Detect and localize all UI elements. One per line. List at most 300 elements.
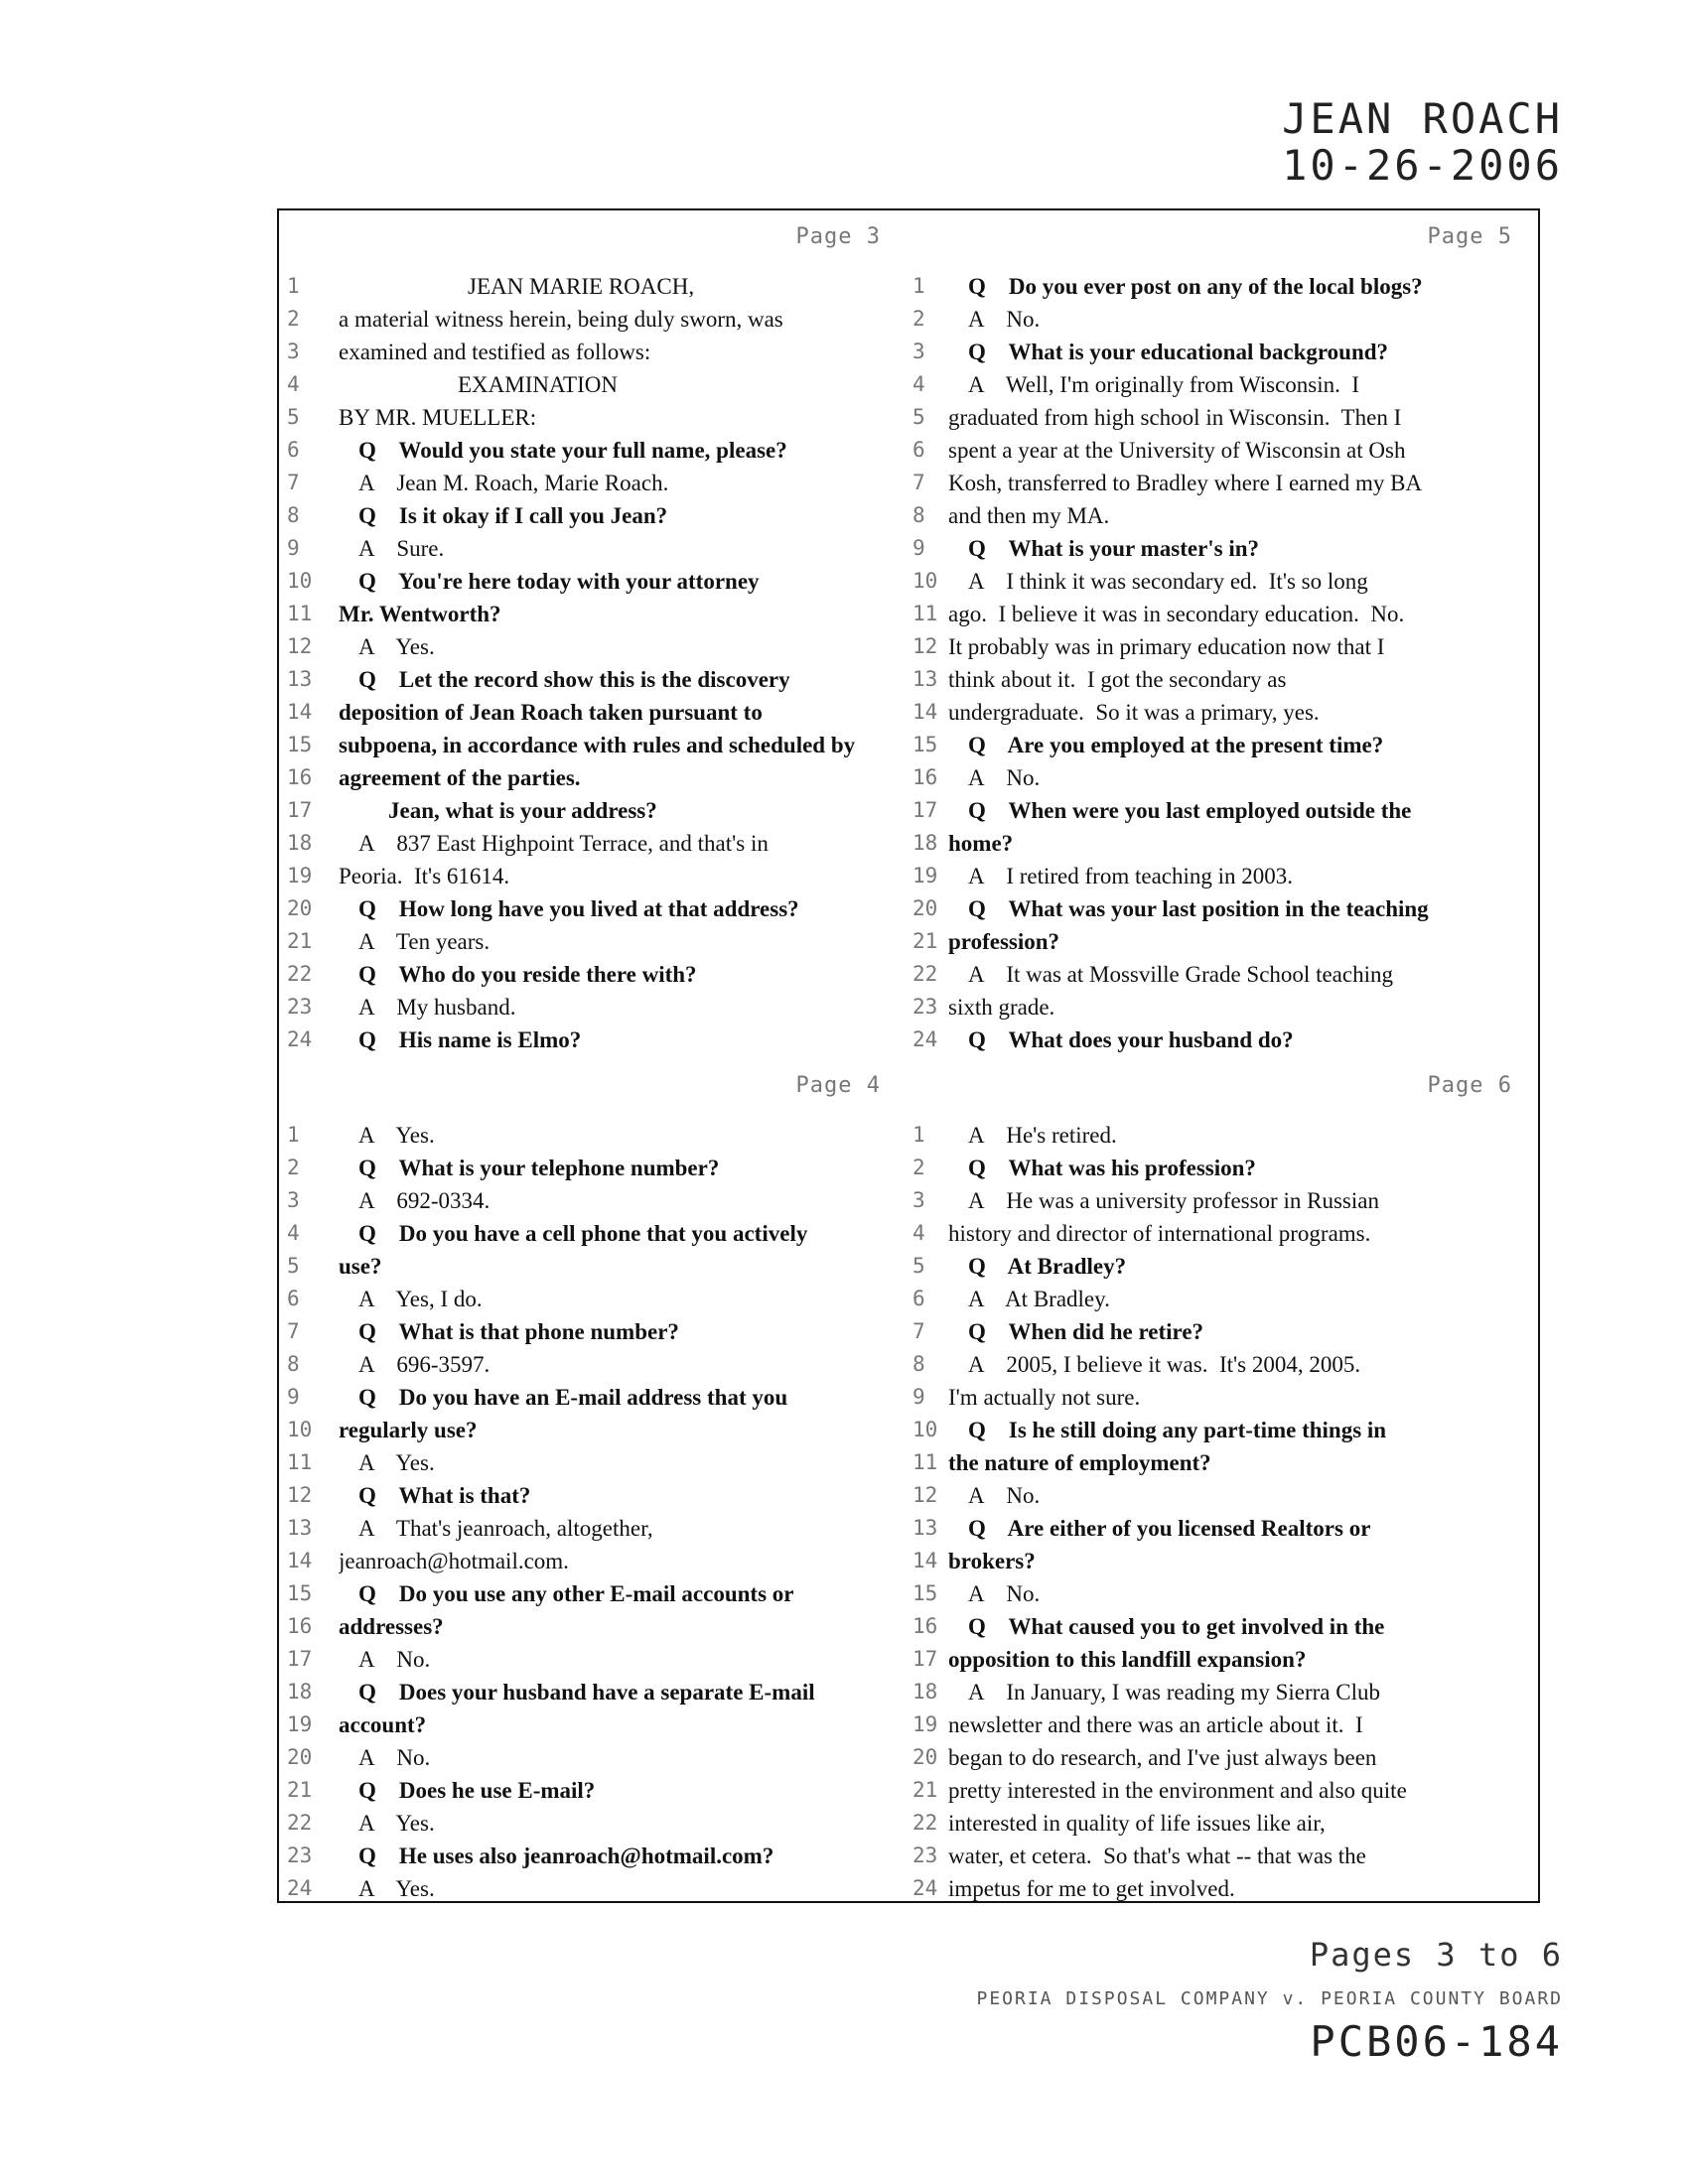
line-text: Q Does your husband have a separate E-mail — [358, 1680, 815, 1705]
line-text: A No. — [358, 1647, 431, 1672]
line-text: Q What does your husband do? — [968, 1027, 1294, 1052]
line-number: 9 — [287, 1385, 300, 1409]
line-number: 21 — [912, 1778, 938, 1802]
transcript-line — [279, 991, 909, 1024]
line-number: 19 — [287, 864, 313, 887]
transcript-line — [911, 1676, 1540, 1708]
case-title: PEORIA DISPOSAL COMPANY v. PEORIA COUNTY BOARD — [976, 1988, 1563, 2009]
line-text: Q Do you have an E-mail address that you — [358, 1385, 788, 1410]
line-text: account? — [339, 1712, 427, 1737]
line-number: 10 — [287, 1418, 313, 1441]
line-number: 12 — [287, 1483, 313, 1507]
pages-range: Pages 3 to 6 — [1309, 1936, 1563, 1974]
line-text: Q He uses also jeanroach@hotmail.com? — [358, 1843, 774, 1868]
transcript-line — [911, 1152, 1540, 1184]
line-number: 21 — [287, 1778, 313, 1802]
transcript-line — [911, 1348, 1540, 1381]
line-number: 14 — [912, 700, 938, 724]
line-number: 14 — [287, 1549, 313, 1572]
line-number: 4 — [912, 1221, 925, 1245]
line-text: EXAMINATION — [458, 372, 618, 397]
line-text: Q Do you have a cell phone that you actively — [358, 1221, 808, 1246]
transcript-line — [911, 1807, 1540, 1840]
transcript-line — [911, 1283, 1540, 1315]
line-text: the nature of employment? — [948, 1450, 1211, 1475]
line-number: 12 — [287, 634, 313, 658]
line-text: A It was at Mossville Grade School teaching — [968, 962, 1393, 987]
transcript-line — [911, 270, 1540, 303]
line-number: 19 — [912, 1712, 938, 1736]
transcript-line — [911, 827, 1540, 860]
line-number: 4 — [912, 372, 925, 396]
line-text: Jean, what is your address? — [388, 798, 657, 823]
line-number: 17 — [287, 798, 313, 822]
line-number: 18 — [287, 831, 313, 855]
line-number: 5 — [287, 405, 300, 429]
line-number: 9 — [287, 536, 300, 560]
line-text: A Yes. — [358, 1123, 435, 1148]
line-number: 17 — [287, 1647, 313, 1671]
transcript-line — [279, 827, 909, 860]
line-text: A In January, I was reading my Sierra Club — [968, 1680, 1380, 1705]
transcript-line — [279, 1512, 909, 1545]
transcript-line — [279, 1414, 909, 1446]
line-number: 23 — [912, 1843, 938, 1867]
line-text: A 696-3597. — [358, 1352, 491, 1377]
transcript-line — [279, 336, 909, 368]
transcript-line — [279, 663, 909, 696]
line-number: 18 — [912, 831, 938, 855]
line-number: 2 — [287, 307, 300, 331]
transcript-line — [911, 1217, 1540, 1250]
transcript-line — [911, 991, 1540, 1024]
transcript-frame — [277, 208, 1540, 1903]
transcript-line — [279, 1184, 909, 1217]
line-number: 22 — [912, 962, 938, 986]
line-number: 24 — [287, 1027, 313, 1051]
line-number: 8 — [287, 503, 300, 527]
line-text: A Well, I'm originally from Wisconsin. I — [968, 372, 1360, 397]
line-text: profession? — [948, 929, 1060, 954]
line-text: agreement of the parties. — [339, 765, 581, 790]
line-text: sixth grade. — [948, 995, 1055, 1020]
transcript-line — [911, 958, 1540, 991]
line-number: 19 — [912, 864, 938, 887]
transcript-line — [911, 1024, 1540, 1056]
line-text: A Yes, I do. — [358, 1287, 483, 1311]
transcript-line — [911, 1774, 1540, 1807]
transcript-line — [911, 1184, 1540, 1217]
transcript-line — [279, 1840, 909, 1872]
line-number: 15 — [912, 1581, 938, 1605]
line-number: 6 — [912, 438, 925, 462]
line-number: 3 — [912, 1188, 925, 1212]
line-text: Q What caused you to get involved in the — [968, 1614, 1385, 1639]
line-text: ago. I believe it was in secondary education. No. — [948, 602, 1405, 626]
line-text: A No. — [968, 765, 1041, 790]
page-number: Page 4 — [795, 1073, 881, 1098]
line-text: Mr. Wentworth? — [339, 602, 501, 626]
line-number: 9 — [912, 536, 925, 560]
transcript-line — [279, 1577, 909, 1610]
line-number: 11 — [287, 602, 313, 625]
transcript-line — [279, 565, 909, 598]
transcript-line — [279, 434, 909, 467]
line-number: 9 — [912, 1385, 925, 1409]
line-number: 23 — [287, 1843, 313, 1867]
line-text: Q When did he retire? — [968, 1319, 1204, 1344]
line-number: 7 — [912, 471, 925, 494]
line-text: A 2005, I believe it was. It's 2004, 2005. — [968, 1352, 1361, 1377]
page-number: Page 5 — [1427, 224, 1512, 249]
line-number: 17 — [912, 798, 938, 822]
line-number: 5 — [287, 1254, 300, 1278]
transcript-line — [279, 1545, 909, 1577]
transcript-line — [911, 630, 1540, 663]
line-text: I'm actually not sure. — [948, 1385, 1141, 1410]
witness-name-header: JEAN ROACH — [1282, 94, 1563, 143]
line-text: Q How long have you lived at that address? — [358, 896, 799, 921]
transcript-line — [911, 1414, 1540, 1446]
line-text: Q What is your telephone number? — [358, 1156, 720, 1180]
transcript-line — [911, 1577, 1540, 1610]
transcript-line — [279, 794, 909, 827]
line-number: 13 — [912, 667, 938, 691]
transcript-line — [279, 401, 909, 434]
transcript-line — [911, 860, 1540, 892]
line-text: jeanroach@hotmail.com. — [339, 1549, 569, 1573]
line-text: Q When were you last employed outside the — [968, 798, 1412, 823]
page-lines — [279, 270, 909, 1056]
page-lines — [911, 1119, 1540, 1905]
line-number: 19 — [287, 1712, 313, 1736]
line-number: 5 — [912, 1254, 925, 1278]
transcript-line — [279, 368, 909, 401]
line-text: A No. — [968, 1483, 1041, 1508]
line-text: A Yes. — [358, 1450, 435, 1475]
transcript-line — [279, 761, 909, 794]
line-number: 15 — [912, 733, 938, 756]
line-number: 2 — [287, 1156, 300, 1179]
transcript-line — [911, 1545, 1540, 1577]
transcript-line — [279, 1741, 909, 1774]
transcript-line — [911, 1872, 1540, 1905]
line-text: regularly use? — [339, 1418, 478, 1442]
transcript-line — [279, 1315, 909, 1348]
transcript-line — [279, 729, 909, 761]
line-number: 1 — [287, 1123, 300, 1147]
transcript-line — [911, 925, 1540, 958]
transcript-line — [279, 499, 909, 532]
transcript-line — [279, 1676, 909, 1708]
transcript-line — [911, 598, 1540, 630]
line-number: 6 — [287, 1287, 300, 1310]
transcript-line — [279, 958, 909, 991]
line-text: graduated from high school in Wisconsin. Then I — [948, 405, 1402, 430]
line-text: Q Are either of you licensed Realtors or — [968, 1516, 1371, 1541]
line-number: 10 — [912, 1418, 938, 1441]
line-text: undergraduate. So it was a primary, yes. — [948, 700, 1320, 725]
transcript-line — [279, 1610, 909, 1643]
line-number: 8 — [287, 1352, 300, 1376]
transcript-line — [911, 1610, 1540, 1643]
transcript-line — [279, 1774, 909, 1807]
transcript-line — [279, 1283, 909, 1315]
line-text: spent a year at the University of Wisconsin at Osh — [948, 438, 1406, 463]
line-text: A At Bradley. — [968, 1287, 1110, 1311]
line-text: A I think it was secondary ed. It's so long — [968, 569, 1368, 594]
line-text: think about it. I got the secondary as — [948, 667, 1287, 692]
transcript-line — [911, 303, 1540, 336]
line-number: 11 — [912, 1450, 938, 1474]
transcript-line — [911, 336, 1540, 368]
line-text: Peoria. It's 61614. — [339, 864, 510, 888]
line-text: subpoena, in accordance with rules and scheduled by — [339, 733, 856, 757]
line-number: 7 — [287, 471, 300, 494]
line-text: A My husband. — [358, 995, 516, 1020]
transcript-line — [911, 696, 1540, 729]
line-text: Q Does he use E-mail? — [358, 1778, 596, 1803]
line-text: Q What is that phone number? — [358, 1319, 679, 1344]
line-text: JEAN MARIE ROACH, — [468, 274, 695, 299]
line-text: newsletter and there was an article about it. I — [948, 1712, 1363, 1737]
line-text: use? — [339, 1254, 382, 1279]
transcript-line — [911, 1479, 1540, 1512]
line-text: a material witness herein, being duly sworn, was — [339, 307, 783, 332]
transcript-line — [279, 598, 909, 630]
line-number: 23 — [912, 995, 938, 1019]
line-text: Kosh, transferred to Bradley where I earned my BA — [948, 471, 1423, 495]
line-number: 20 — [287, 896, 313, 920]
line-text: A That's jeanroach, altogether, — [358, 1516, 653, 1541]
line-number: 24 — [912, 1876, 938, 1900]
transcript-line — [911, 1381, 1540, 1414]
line-text: Q You're here today with your attorney — [358, 569, 760, 594]
line-number: 7 — [287, 1319, 300, 1343]
line-number: 21 — [912, 929, 938, 953]
transcript-line — [911, 434, 1540, 467]
line-text: began to do research, and I've just always been — [948, 1745, 1377, 1770]
line-number: 16 — [287, 1614, 313, 1638]
transcript-line — [279, 1381, 909, 1414]
line-text: deposition of Jean Roach taken pursuant to — [339, 700, 763, 725]
line-text: Q What is your master's in? — [968, 536, 1260, 561]
line-text: BY MR. MUELLER: — [339, 405, 537, 430]
line-number: 14 — [912, 1549, 938, 1572]
line-text: A Jean M. Roach, Marie Roach. — [358, 471, 669, 495]
line-text: A He's retired. — [968, 1123, 1117, 1148]
transcript-line — [911, 1119, 1540, 1152]
line-text: Q Are you employed at the present time? — [968, 733, 1384, 757]
line-number: 8 — [912, 503, 925, 527]
transcript-line — [911, 1840, 1540, 1872]
line-number: 24 — [912, 1027, 938, 1051]
line-number: 1 — [912, 274, 925, 298]
line-number: 13 — [287, 667, 313, 691]
transcript-line — [279, 892, 909, 925]
line-number: 3 — [912, 340, 925, 363]
line-text: interested in quality of life issues like air, — [948, 1811, 1326, 1836]
transcript-line — [911, 892, 1540, 925]
line-text: Q Do you use any other E-mail accounts or — [358, 1581, 794, 1606]
line-number: 22 — [287, 1811, 313, 1835]
line-text: Q What was his profession? — [968, 1156, 1256, 1180]
line-text: Q What is your educational background? — [968, 340, 1389, 364]
line-text: Q Let the record show this is the discovery — [358, 667, 790, 692]
transcript-line — [911, 1741, 1540, 1774]
transcript-line — [911, 499, 1540, 532]
line-text: A No. — [968, 1581, 1041, 1606]
line-text: pretty interested in the environment and also quite — [948, 1778, 1407, 1803]
transcript-line — [279, 270, 909, 303]
line-text: home? — [948, 831, 1014, 856]
line-text: A 837 East Highpoint Terrace, and that's in — [358, 831, 769, 856]
line-number: 10 — [912, 569, 938, 593]
transcript-line — [279, 532, 909, 565]
line-text: A He was a university professor in Russian — [968, 1188, 1379, 1213]
line-text: A No. — [968, 307, 1041, 332]
transcript-line — [279, 1152, 909, 1184]
line-number: 11 — [287, 1450, 313, 1474]
line-number: 2 — [912, 1156, 925, 1179]
line-text: A Ten years. — [358, 929, 491, 954]
line-number: 20 — [287, 1745, 313, 1769]
transcript-line — [279, 1217, 909, 1250]
transcript-line — [911, 401, 1540, 434]
transcript-line — [911, 1446, 1540, 1479]
transcript-line — [279, 1119, 909, 1152]
line-number: 18 — [287, 1680, 313, 1704]
transcript-line — [911, 1708, 1540, 1741]
line-text: Q Is it okay if I call you Jean? — [358, 503, 668, 528]
transcript-line — [911, 1250, 1540, 1283]
transcript-line — [911, 663, 1540, 696]
line-number: 3 — [287, 340, 300, 363]
line-number: 17 — [912, 1647, 938, 1671]
line-text: addresses? — [339, 1614, 444, 1639]
transcript-line — [279, 303, 909, 336]
line-number: 13 — [287, 1516, 313, 1540]
line-text: Q Who do you reside there with? — [358, 962, 697, 987]
page-number: Page 6 — [1427, 1073, 1512, 1098]
line-number: 6 — [912, 1287, 925, 1310]
line-text: A Yes. — [358, 1876, 435, 1901]
line-text: impetus for me to get involved. — [948, 1876, 1235, 1901]
line-number: 4 — [287, 1221, 300, 1245]
line-number: 16 — [287, 765, 313, 789]
line-number: 16 — [912, 1614, 938, 1638]
line-number: 12 — [912, 1483, 938, 1507]
transcript-line — [279, 630, 909, 663]
line-number: 2 — [912, 307, 925, 331]
transcript-line — [279, 1807, 909, 1840]
line-text: Q What is that? — [358, 1483, 531, 1508]
line-text: and then my MA. — [948, 503, 1110, 528]
line-text: A Sure. — [358, 536, 445, 561]
transcript-line — [279, 1479, 909, 1512]
transcript-line — [911, 1315, 1540, 1348]
transcript-line — [279, 860, 909, 892]
transcript-line — [279, 696, 909, 729]
line-number: 16 — [912, 765, 938, 789]
transcript-line — [911, 467, 1540, 499]
line-number: 11 — [912, 602, 938, 625]
line-number: 1 — [912, 1123, 925, 1147]
line-text: history and director of international programs. — [948, 1221, 1371, 1246]
transcript-line — [911, 729, 1540, 761]
line-number: 10 — [287, 569, 313, 593]
transcript-line — [279, 1250, 909, 1283]
line-number: 23 — [287, 995, 313, 1019]
line-text: Q What was your last position in the teaching — [968, 896, 1429, 921]
line-number: 3 — [287, 1188, 300, 1212]
line-number: 20 — [912, 1745, 938, 1769]
line-text: A Yes. — [358, 634, 435, 659]
transcript-line — [911, 565, 1540, 598]
transcript-line — [911, 761, 1540, 794]
line-number: 5 — [912, 405, 925, 429]
line-text: Q Would you state your full name, please? — [358, 438, 787, 463]
line-number: 22 — [287, 962, 313, 986]
line-text: It probably was in primary education now that I — [948, 634, 1385, 659]
line-text: Q At Bradley? — [968, 1254, 1127, 1279]
line-text: opposition to this landfill expansion? — [948, 1647, 1307, 1672]
deposition-date-header: 10-26-2006 — [1282, 141, 1563, 190]
line-number: 1 — [287, 274, 300, 298]
line-text: Q Is he still doing any part-time things in — [968, 1418, 1387, 1442]
transcript-line — [279, 1872, 909, 1905]
line-number: 7 — [912, 1319, 925, 1343]
transcript-line — [911, 1512, 1540, 1545]
line-text: A Yes. — [358, 1811, 435, 1836]
line-text: A I retired from teaching in 2003. — [968, 864, 1294, 888]
line-number: 6 — [287, 438, 300, 462]
transcript-line — [911, 794, 1540, 827]
line-number: 15 — [287, 1581, 313, 1605]
line-number: 13 — [912, 1516, 938, 1540]
line-text: A No. — [358, 1745, 431, 1770]
transcript-line — [279, 1643, 909, 1676]
line-number: 22 — [912, 1811, 938, 1835]
transcript-line — [911, 532, 1540, 565]
line-number: 12 — [912, 634, 938, 658]
case-id: PCB06-184 — [1310, 2017, 1563, 2066]
page-lines — [279, 1119, 909, 1905]
transcript-line — [911, 368, 1540, 401]
page-lines — [911, 270, 1540, 1056]
line-number: 18 — [912, 1680, 938, 1704]
transcript-line — [279, 925, 909, 958]
transcript-line — [911, 1643, 1540, 1676]
line-text: brokers? — [948, 1549, 1036, 1573]
line-number: 14 — [287, 700, 313, 724]
line-number: 20 — [912, 896, 938, 920]
line-number: 4 — [287, 372, 300, 396]
line-text: Q His name is Elmo? — [358, 1027, 582, 1052]
line-number: 8 — [912, 1352, 925, 1376]
transcript-line — [279, 1024, 909, 1056]
line-number: 24 — [287, 1876, 313, 1900]
transcript-line — [279, 1348, 909, 1381]
transcript-line — [279, 1708, 909, 1741]
page-number: Page 3 — [795, 224, 881, 249]
line-text: examined and testified as follows: — [339, 340, 651, 364]
line-text: water, et cetera. So that's what -- that was the — [948, 1843, 1366, 1868]
line-text: A 692-0334. — [358, 1188, 491, 1213]
line-number: 21 — [287, 929, 313, 953]
transcript-line — [279, 1446, 909, 1479]
transcript-line — [279, 467, 909, 499]
